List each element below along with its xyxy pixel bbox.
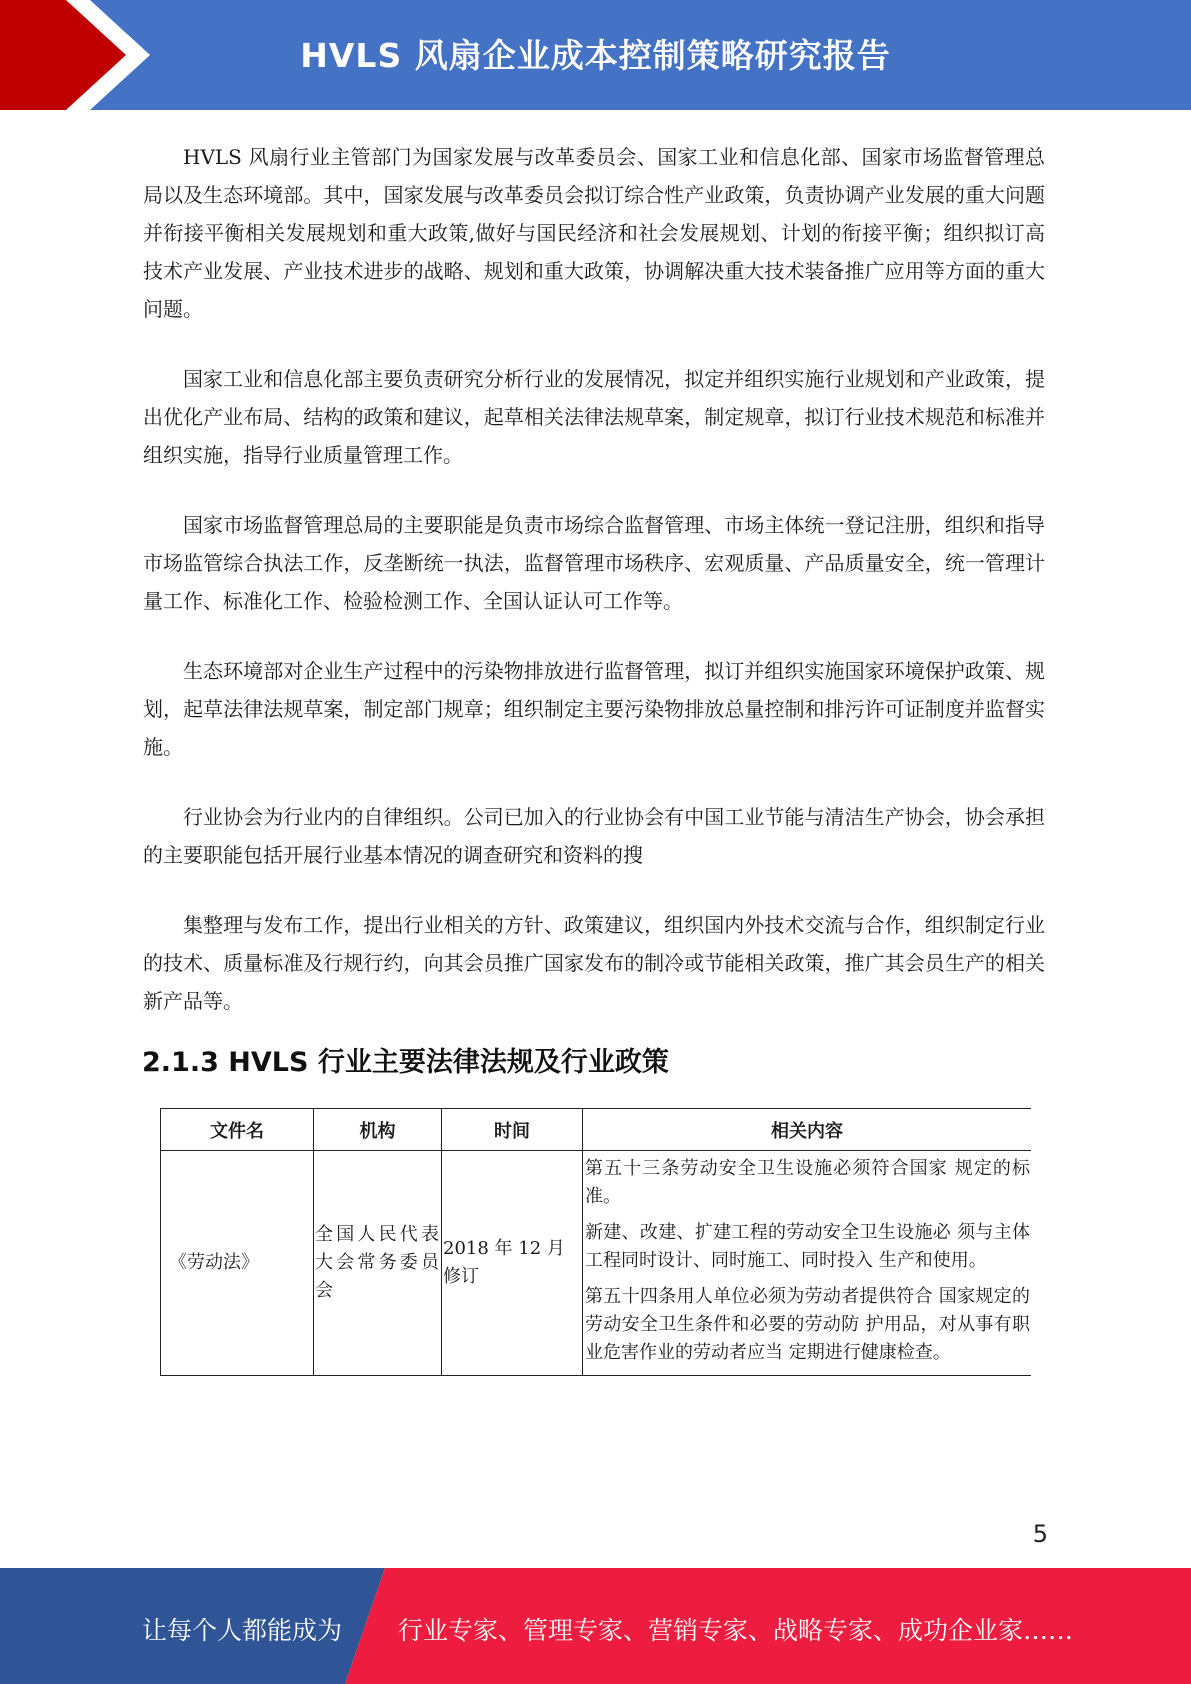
- paragraph: 集整理与发布工作，提出行业相关的方针、政策建议，组织国内外技术交流与合作，组织制定行业的技术、质量标准及行规行约，向其会员推广国家发布的制冷或节能相关政策，推广其会员生产的相关新产品等。: [143, 913, 1045, 1013]
- paragraph: 行业协会为行业内的自律组织。公司已加入的行业协会有中国工业节能与清洁生产协会，协会承担的主要职能包括开展行业基本情况的调查研究和资料的搜: [143, 805, 1045, 867]
- paragraph: 国家市场监督管理总局的主要职能是负责市场综合监督管理、市场主体统一登记注册，组织和指导市场监管综合执法工作，反垄断统一执法，监督管理市场秩序、宏观质量、产品质量安全，统一管理计量工作、标准化工作、检验检测工作、全国认证认可工作等。: [143, 513, 1045, 613]
- table-header-row: [161, 1109, 1032, 1151]
- body-text: [143, 138, 1045, 1052]
- page-footer: [0, 1568, 1191, 1684]
- regulations-table: [160, 1108, 1031, 1420]
- footer-slogan-right: 行业专家、管理专家、营销专家、战略专家、成功企业家……: [398, 1616, 1074, 1645]
- content-line: 新建、改建、扩建工程的劳动安全卫生设施必 须与主体工程同时设计、同时施工、同时投入 生产和使用。: [585, 1222, 1030, 1271]
- content-line: 第五十四条用人单位必须为劳动者提供符合 国家规定的劳动安全卫生条件和必要的劳动防 护用品，对从事有职业危害作业的劳动者应当 定期进行健康检查。: [585, 1286, 1030, 1363]
- page-number: 5: [1032, 1520, 1048, 1548]
- paragraph: 国家工业和信息化部主要负责研究分析行业的发展情况，拟定并组织实施行业规划和产业政策，提出优化产业布局、结构的政策和建议，起草相关法律法规草案，制定规章，拟订行业技术规范和标准并组织实施，指导行业质量管理工作。: [143, 367, 1045, 467]
- page-header: [0, 0, 1191, 110]
- paragraph: HVLS 风扇行业主管部门为国家发展与改革委员会、国家工业和信息化部、国家市场监督管理总局以及生态环境部。其中，国家发展与改革委员会拟订综合性产业政策，负责协调产业发展的重大问题并衔接平衡相关发展规划和重大政策,做好与国民经济和社会发展规划、计划的衔接平衡；组织拟订高技术产业发展、产业技术进步的战略、规划和重大政策，协调解决重大技术装备推广应用等方面的重大问题。: [143, 145, 1045, 321]
- paragraph: 生态环境部对企业生产过程中的污染物排放进行监督管理，拟订并组织实施国家环境保护政策、规划，起草法律法规草案，制定部门规章；组织制定主要污染物排放总量控制和排污许可证制度并监督实施。: [143, 659, 1045, 759]
- cell-content: [583, 1151, 1032, 1376]
- column-header-time: 时间: [442, 1109, 583, 1151]
- column-header-file: 文件名: [161, 1109, 314, 1151]
- report-title: HVLS 风扇企业成本控制策略研究报告: [300, 36, 891, 75]
- content-line: 第五十三条劳动安全卫生设施必须符合国家 规定的标准。: [585, 1158, 1030, 1207]
- section-heading: 2.1.3 HVLS 行业主要法律法规及行业政策: [142, 1047, 669, 1078]
- cell-org: 全国人民代表大会常务委员会: [314, 1151, 442, 1376]
- table-row: [161, 1151, 1032, 1376]
- footer-slogan-left: 让每个人都能成为: [142, 1616, 343, 1645]
- column-header-content: 相关内容: [583, 1109, 1032, 1151]
- column-header-org: 机构: [314, 1109, 442, 1151]
- cell-file: 《劳动法》: [161, 1151, 314, 1376]
- cell-time: 2018 年 12 月修订: [442, 1151, 583, 1376]
